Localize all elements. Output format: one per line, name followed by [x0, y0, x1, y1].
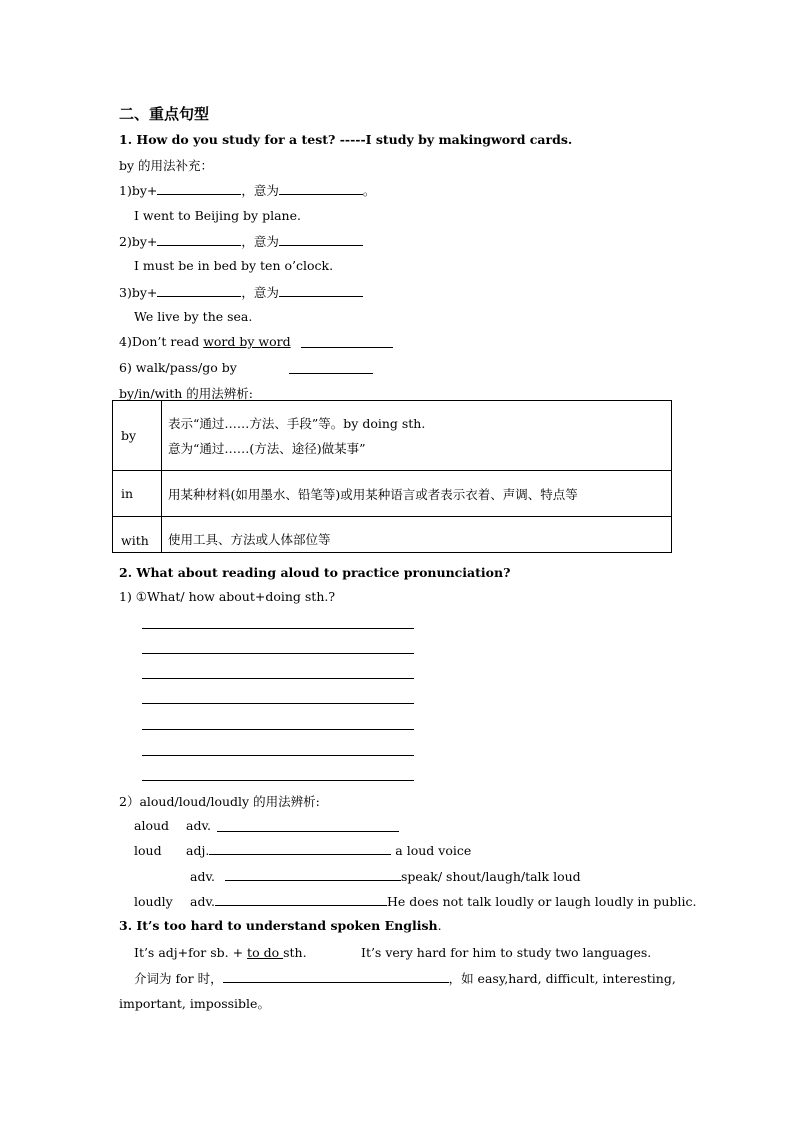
pos-adv: adv.	[186, 818, 212, 833]
q3-pattern	[134, 945, 307, 960]
pattern-suffix: sth.	[283, 945, 307, 960]
answer-line[interactable]	[142, 653, 414, 654]
loud-adv-line	[190, 869, 581, 884]
word-loudly: loudly	[134, 894, 173, 909]
period: 。	[362, 183, 376, 198]
loud-adv-example: speak/ shout/laugh/talk loud	[401, 869, 581, 884]
answer-line[interactable]	[142, 628, 414, 629]
question-1-title: 1. How do you study for a test? -----I study by makingword cards.	[119, 132, 573, 147]
meaning-label: ，意为	[241, 285, 279, 300]
loud-adj-line	[186, 843, 471, 858]
table-row	[113, 471, 672, 517]
answer-blank[interactable]	[279, 183, 363, 195]
loudly-answer-blank[interactable]	[215, 894, 387, 906]
pos-adv: adv.	[190, 869, 216, 884]
word-loud: loud	[134, 843, 162, 858]
loudly-line	[190, 894, 696, 909]
answer-line[interactable]	[142, 703, 414, 704]
meaning-label: ，意为	[241, 183, 279, 198]
answer-line[interactable]	[142, 678, 414, 679]
q3-answer-blank[interactable]	[223, 971, 449, 983]
q2-sub-2: 2）aloud/loud/loudly 的用法辨析:	[119, 794, 320, 809]
by-item-2	[119, 232, 363, 250]
answer-line[interactable]	[142, 780, 414, 781]
by-item-6: 6) walk/pass/go by	[119, 360, 237, 375]
q3-example: It’s very hard for him to study two languages.	[361, 945, 652, 960]
table-intro: by/in/with 的用法辨析:	[119, 386, 253, 401]
table-key: in	[113, 471, 162, 517]
by-item-4	[119, 334, 291, 349]
table-key: by	[113, 401, 162, 471]
answer-blank[interactable]	[157, 285, 241, 297]
pos-adv: adv.	[190, 894, 216, 909]
answer-blank[interactable]	[157, 183, 241, 195]
pattern-to-do: to do	[247, 945, 284, 960]
table-desc-line: 意为“通过……(方法、途径)做某事”	[168, 440, 366, 456]
note-suffix: ，如 easy,hard, difficult, interesting,	[448, 971, 676, 986]
by-item-3	[119, 283, 363, 301]
question-2-title: 2. What about reading aloud to practice pronunciation?	[119, 565, 511, 580]
section-title: 二、重点句型	[119, 105, 210, 123]
aloud-answer-blank[interactable]	[217, 820, 399, 832]
table-desc	[162, 401, 672, 471]
by-item-label: 3)by+	[119, 285, 158, 300]
loudly-example: He does not talk loudly or laugh loudly in public.	[387, 894, 697, 909]
table-desc: 用某种材料(如用墨水、铅笔等)或用某种语言或者表示衣着、声调、特点等	[162, 471, 672, 517]
table-key: with	[113, 517, 162, 553]
table-desc: 使用工具、方法或人体部位等	[162, 517, 672, 553]
usage-table	[112, 400, 672, 553]
table-desc-line: 表示“通过……方法、手段”等。by doing sth.	[168, 415, 426, 431]
note-prefix: 介词为 for 时，	[134, 971, 223, 986]
question-3-title	[119, 918, 442, 933]
q3-title-period: .	[437, 918, 442, 933]
answer-line[interactable]	[142, 755, 414, 756]
by-item-label: 2)by+	[119, 234, 158, 249]
by-item-2-example: I must be in bed by ten o’clock.	[134, 258, 334, 273]
loud-adv-answer-blank[interactable]	[225, 869, 401, 881]
pattern-prefix: It’s adj+for sb. +	[134, 945, 248, 960]
by-item-3-example: We live by the sea.	[134, 309, 253, 324]
table-row	[113, 401, 672, 471]
word-aloud: aloud	[134, 818, 170, 833]
q3-note	[134, 969, 676, 987]
loud-adj-answer-blank[interactable]	[209, 843, 391, 855]
by-item-1	[119, 181, 375, 199]
answer-line[interactable]	[142, 729, 414, 730]
by-item-label: 1)by+	[119, 183, 158, 198]
meaning-label: ，意为	[241, 234, 279, 249]
answer-blank[interactable]	[279, 285, 363, 297]
item-4-answer-blank[interactable]	[301, 336, 393, 348]
table-row	[113, 517, 672, 553]
loud-adj-example: a loud voice	[391, 843, 472, 858]
item-6-answer-blank[interactable]	[289, 362, 373, 374]
q1-intro: by 的用法补充：	[119, 158, 214, 173]
q3-title-text: 3. It’s too hard to understand spoken English	[119, 918, 438, 933]
pos-adj: adj.	[186, 843, 210, 858]
q3-note-cont: important, impossible。	[119, 996, 270, 1011]
answer-blank[interactable]	[279, 234, 363, 246]
item-4-prefix: 4)Don’t read	[119, 334, 204, 349]
item-4-phrase: word by word	[203, 334, 291, 349]
q2-sub-1: 1) ①What/ how about+doing sth.?	[119, 589, 336, 604]
by-item-1-example: I went to Beijing by plane.	[134, 208, 301, 223]
answer-blank[interactable]	[157, 234, 241, 246]
